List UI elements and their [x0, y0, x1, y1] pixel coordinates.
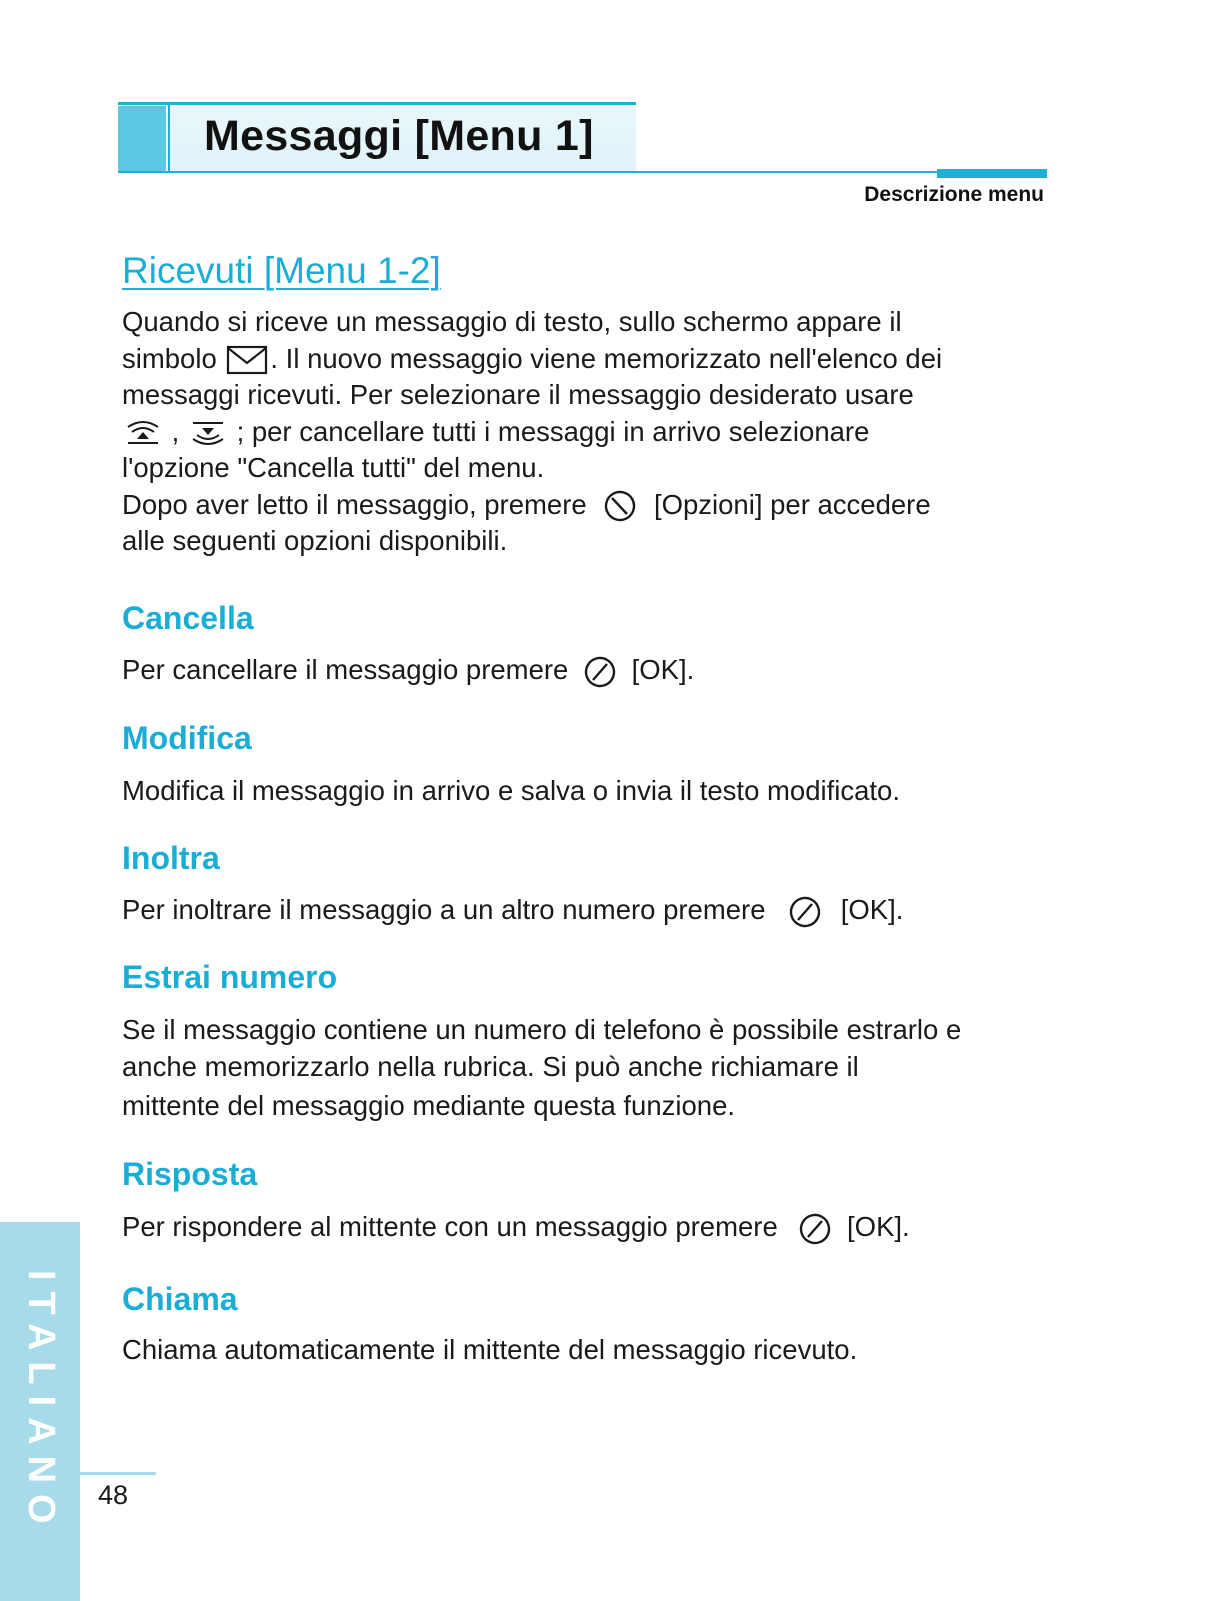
header-divider — [168, 104, 170, 171]
page-number: 48 — [98, 1480, 129, 1510]
estrai-text: Se il messaggio contiene un numero di telefono è possibile estrarlo e anche memorizzarlo nella rubrica. Si può anche richiamare il mittente del messaggio mediante questa funzione. — [122, 1014, 962, 1121]
cancella-text: Per cancellare il messaggio premere [OK]. — [122, 652, 1052, 689]
chiama-text: Chiama automaticamente il mittente del messaggio ricevuto. — [122, 1334, 858, 1365]
intro-line: Quando si riceve un messaggio di testo, sullo schermo appare il — [122, 306, 902, 337]
modifica-text: Modifica il messaggio in arrivo e salva o invia il testo modificato. — [122, 775, 900, 806]
page-title: Messaggi [Menu 1] — [204, 112, 594, 160]
intro-line: alle seguenti opzioni disponibili. — [122, 525, 508, 557]
intro-paragraph — [122, 304, 1052, 560]
right-softkey-icon — [602, 489, 638, 523]
heading-risposta: Risposta — [122, 1156, 258, 1192]
intro-line: Dopo aver letto il messaggio, premere [Opzioni] per accedere — [122, 487, 1052, 524]
risposta-text: Per rispondere al mittente con un messaggio premere [OK]. — [122, 1209, 1052, 1246]
left-softkey-ok-icon — [582, 655, 618, 689]
header-bottom-rule — [118, 171, 1046, 173]
heading-cancella: Cancella — [122, 600, 254, 636]
heading-chiama: Chiama — [122, 1281, 238, 1317]
left-softkey-ok-icon — [797, 1212, 833, 1246]
intro-line: l'opzione "Cancella tutti" del menu. — [122, 452, 545, 483]
header-top-rule — [118, 102, 636, 105]
header-tab-bar — [937, 169, 1047, 178]
heading-inoltra: Inoltra — [122, 840, 220, 876]
intro-line: simbolo . Il nuovo messaggio viene memorizzato nell'elenco dei — [122, 342, 943, 374]
inoltra-text: Per inoltrare il messaggio a un altro numero premere [OK]. — [122, 892, 1052, 929]
menu-title: Ricevuti [Menu 1-2] — [122, 250, 441, 291]
intro-line: , ; per cancellare tutti i messaggi in arrivo selezionare — [122, 414, 1052, 451]
envelope-icon — [224, 345, 270, 375]
language-label: ITALIANO — [20, 1270, 62, 1535]
heading-modifica: Modifica — [122, 720, 252, 756]
section-label: Descrizione menu — [864, 183, 1044, 206]
nav-down-icon — [187, 419, 229, 447]
header-square — [118, 106, 166, 171]
heading-estrai-numero: Estrai numero — [122, 959, 338, 995]
intro-line: messaggi ricevuti. Per selezionare il messaggio desiderato usare — [122, 379, 914, 410]
left-softkey-ok-icon — [787, 895, 823, 929]
page-number-rule — [80, 1472, 156, 1475]
nav-up-icon — [122, 419, 164, 447]
